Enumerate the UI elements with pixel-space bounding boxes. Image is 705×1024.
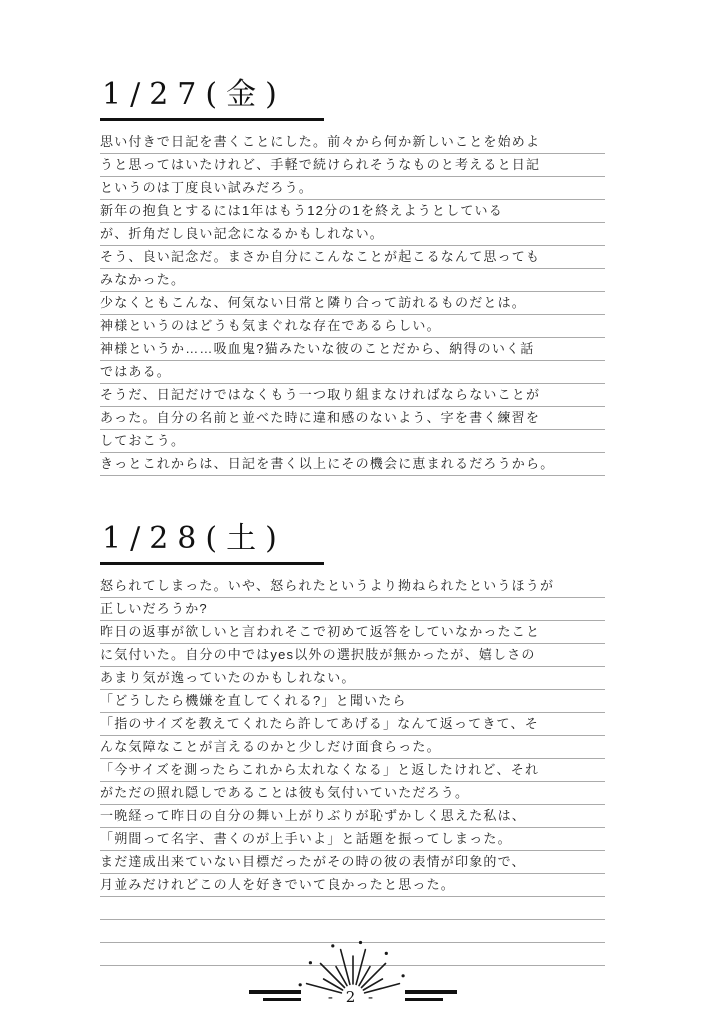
diary-line: というのは丁度良い試みだろう。 [100, 177, 605, 200]
diary-line: そう、良い記念だ。まさか自分にこんなことが起こるなんて思っても [100, 246, 605, 269]
diary-line: 怒られてしまった。いや、怒られたというより拗ねられたというほうが [100, 575, 605, 598]
diary-line: しておこう。 [100, 430, 605, 453]
diary-line: 「今サイズを測ったらこれから太れなくなる」と返したけれど、それ [100, 759, 605, 782]
diary-line: 「朔間って名字、書くのが上手いよ」と話題を振ってしまった。 [100, 828, 605, 851]
diary-line: 正しいだろうか? [100, 598, 605, 621]
diary-line: あまり気が逸っていたのかもしれない。 [100, 667, 605, 690]
diary-line: 思い付きで日記を書くことにした。前々から何か新しいことを始めよ [100, 131, 605, 154]
diary-line: に気付いた。自分の中ではyes以外の選択肢が無かったが、嬉しさの [100, 644, 605, 667]
diary-line: 神様というか……吸血鬼?猫みたいな彼のことだから、納得のいく話 [100, 338, 605, 361]
diary-line: うと思ってはいたけれど、手軽で続けられそうなものと考えると日記 [100, 154, 605, 177]
diary-line: が、折角だし良い記念になるかもしれない。 [100, 223, 605, 246]
diary-line: がただの照れ隠しであることは彼も気付いていただろう。 [100, 782, 605, 805]
diary-line: んな気障なことが言えるのかと少しだけ面食らった。 [100, 736, 605, 759]
diary-entry-jan28 [100, 522, 605, 966]
entry-body-jan28 [100, 575, 605, 966]
diary-line: 新年の抱負とするには1年はもう12分の1を終えようとしている [100, 200, 605, 223]
diary-line: 少なくともこんな、何気ない日常と隣り合って訪れるものだとは。 [100, 292, 605, 315]
diary-line: 一晩経って昨日の自分の舞い上がりぶりが恥ずかしく思えた私は、 [100, 805, 605, 828]
diary-line: ではある。 [100, 361, 605, 384]
page-footer [0, 920, 705, 1006]
diary-line: きっとこれからは、日記を書く以上にその機会に恵まれるだろうから。 [100, 453, 605, 476]
diary-line: あった。自分の名前と並べた時に違和感のないよう、字を書く練習を [100, 407, 605, 430]
entry-body-jan27 [100, 131, 605, 476]
diary-entry-jan27 [100, 78, 605, 476]
diary-line: まだ達成出来ていない目標だったがその時の彼の表情が印象的で、 [100, 851, 605, 874]
entry-date-jan27: 1/27(金) [100, 78, 324, 121]
diary-line: 「指のサイズを教えてくれたら許してあげる」なんて返ってきて、そ [100, 713, 605, 736]
footer-decoration [243, 920, 463, 1006]
diary-line [100, 897, 605, 920]
diary-line: 昨日の返事が欲しいと言われそこで初めて返答をしていなかったこと [100, 621, 605, 644]
diary-line: 「どうしたら機嫌を直してくれる?」と聞いたら [100, 690, 605, 713]
entry-date-jan28: 1/28(土) [100, 522, 324, 565]
diary-line: そうだ、日記だけではなくもう一つ取り組まなければならないことが [100, 384, 605, 407]
diary-line: 月並みだけれどこの人を好きでいて良かったと思った。 [100, 874, 605, 897]
diary-line: みなかった。 [100, 269, 605, 292]
page-number: - 2 - [327, 988, 378, 1006]
diary-line: 神様というのはどうも気まぐれな存在であるらしい。 [100, 315, 605, 338]
